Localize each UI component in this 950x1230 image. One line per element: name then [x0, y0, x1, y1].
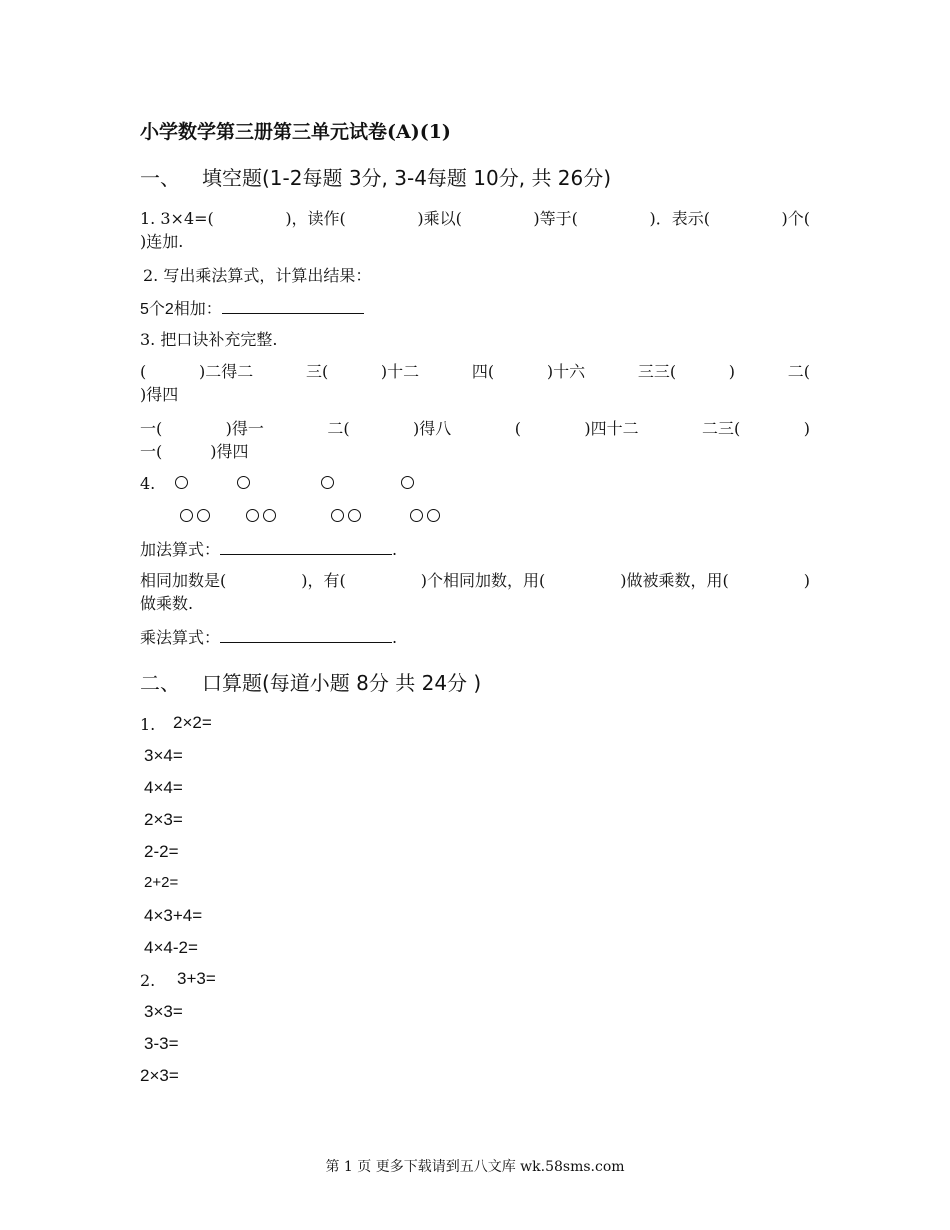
q4-seg: 相同加数是( — [140, 571, 227, 590]
section-1-heading — [140, 162, 611, 191]
circle-shape — [197, 509, 210, 522]
circle-shape — [427, 509, 440, 522]
calc-item: 4×3+4= — [144, 906, 203, 925]
q3-seg: ) — [728, 362, 736, 381]
section-2-heading — [140, 667, 481, 696]
q4-number: 4. — [140, 474, 156, 493]
q3-seg: )得一 — [225, 419, 264, 438]
q1-line-1 — [140, 208, 810, 230]
q1-seg: )等于( — [533, 209, 578, 228]
q1-seg: )．表示( — [649, 209, 710, 228]
calc-item: 3+3= — [177, 969, 216, 988]
calc-item: 3×4= — [144, 746, 183, 765]
q3-row-2 — [140, 418, 810, 440]
section-2-text: 口算题(每道小题 8分 共 24分 ) — [202, 671, 482, 695]
section-1-number: 一、 — [140, 166, 180, 190]
q2-answer-line — [140, 297, 364, 321]
q4-same-addend-line-b: 做乘数. — [140, 594, 194, 613]
calc-item: 2×3= — [140, 1066, 179, 1085]
q3-prompt: 3. 把口诀补充完整. — [140, 330, 278, 349]
circle-shape — [246, 509, 259, 522]
calc-item: 3×3= — [144, 1002, 183, 1021]
q3-seg: )十二 — [380, 362, 420, 381]
q1-seg: )乘以( — [417, 209, 462, 228]
q3-seg: 二( — [787, 362, 810, 381]
q1-line-2: )连加. — [140, 232, 184, 251]
circle-shape — [175, 476, 188, 489]
q3-row-1b: )得四 — [140, 385, 179, 404]
q4-add-label: 加法算式： — [140, 540, 221, 559]
section-1-text: 填空题(1-2每题 3分, 3-4每题 10分, 共 26分) — [202, 166, 612, 190]
q1-seg: )，读作( — [285, 209, 346, 228]
q4-seg: ) — [803, 571, 810, 590]
q4-add-blank — [220, 538, 392, 555]
q4-circles-row-2 — [180, 509, 450, 525]
q3-row-2b: 一( )得四 — [140, 442, 249, 461]
q4-multiplication-line — [140, 626, 397, 649]
q3-seg: 二( — [327, 419, 350, 438]
q3-seg: )十六 — [546, 362, 586, 381]
q4-seg: )做被乘数，用( — [620, 571, 729, 590]
page-title: 小学数学第三册第三单元试卷(A)(1) — [140, 121, 451, 143]
q4-seg: )，有( — [301, 571, 346, 590]
q4-seg: )个相同加数，用( — [420, 571, 546, 590]
circle-shape — [263, 509, 276, 522]
q3-seg: 三( — [305, 362, 329, 381]
circle-shape — [331, 509, 344, 522]
q4-addition-line — [140, 538, 397, 561]
calc-group-1-number: 1. — [140, 715, 156, 734]
calc-item: 2×3= — [144, 810, 183, 829]
q3-seg: ( — [514, 419, 521, 438]
calc-item: 4×4= — [144, 778, 183, 797]
calc-item: 2×2= — [173, 713, 212, 732]
q4-mul-label: 乘法算式： — [140, 628, 221, 647]
calc-group-2-number: 2. — [140, 971, 156, 990]
q3-seg: 二三( — [702, 419, 741, 438]
q3-seg: )得八 — [413, 419, 452, 438]
calc-item: 3-3= — [144, 1034, 179, 1053]
circle-shape — [401, 476, 414, 489]
q4-mul-blank — [220, 626, 392, 643]
calc-item: 2-2= — [144, 842, 179, 861]
q4-mul-end: . — [392, 628, 398, 647]
q3-seg: )四十二 — [584, 419, 639, 438]
q3-seg: 三三( — [637, 362, 677, 381]
q3-seg: 四( — [471, 362, 495, 381]
calc-item: 2+2= — [144, 874, 179, 891]
circle-shape — [237, 476, 250, 489]
circle-shape — [410, 509, 423, 522]
q3-seg: 一( — [140, 419, 163, 438]
circle-shape — [180, 509, 193, 522]
circle-shape — [348, 509, 361, 522]
q1-seg: 1. 3×4=( — [140, 209, 214, 228]
q1-seg: )个( — [781, 209, 810, 228]
circle-shape — [321, 476, 334, 489]
q3-row-1 — [140, 361, 810, 383]
q4-add-end: . — [392, 540, 398, 559]
page-footer: 第 1 页 更多下载请到五八文库 wk.58sms.com — [325, 1159, 625, 1175]
section-2-number: 二、 — [140, 671, 180, 695]
q3-seg: )二得二 — [198, 362, 254, 381]
calc-item: 4×4-2= — [144, 938, 198, 957]
q2-prompt: 2. 写出乘法算式，计算出结果： — [143, 266, 372, 285]
q4-circles-row-1 — [175, 476, 435, 492]
q3-seg: ( — [140, 362, 147, 381]
q4-same-addend-line — [140, 570, 810, 592]
q2-blank — [222, 297, 364, 314]
q2-label: 5个2相加： — [140, 301, 222, 318]
q3-seg: ) — [803, 419, 810, 438]
